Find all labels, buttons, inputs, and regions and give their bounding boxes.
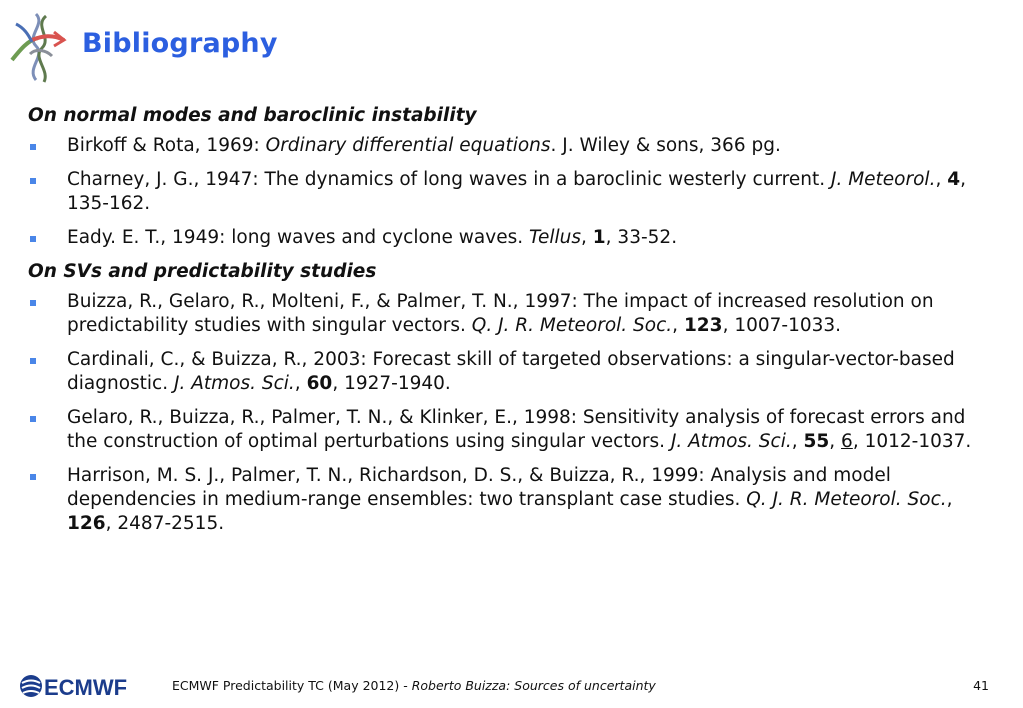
page-number: 41	[973, 678, 989, 693]
ecmwf-logo-icon	[18, 673, 146, 699]
reference-list-normal-modes	[28, 134, 988, 250]
reference-item: Harrison, M. S. J., Palmer, T. N., Richardson, D. S., & Buizza, R., 1999: Analysis and model dependencies in medium-range ensembles: two transplant case studies. Q. J. R. Meteorol. Soc., 126, 2487-2515.	[28, 464, 988, 536]
bullet-icon	[30, 236, 36, 242]
svg-text:ECMWF: ECMWF	[44, 675, 128, 699]
reference-item: Buizza, R., Gelaro, R., Molteni, F., & Palmer, T. N., 1997: The impact of increased resolution on predictability studies with singular vectors. Q. J. R. Meteorol. Soc., 123, 1007-1033.	[28, 290, 988, 338]
bullet-icon	[30, 358, 36, 364]
bullet-icon	[30, 474, 36, 480]
bullet-icon	[30, 144, 36, 150]
reference-item: Gelaro, R., Buizza, R., Palmer, T. N., & Klinker, E., 1998: Sensitivity analysis of forecast errors and the construction of optimal perturbations using singular vectors. J. Atmos. Sci., 55, 6, 1012-1037.	[28, 406, 988, 454]
section-heading-normal-modes: On normal modes and baroclinic instability	[28, 105, 477, 126]
section-heading-svs: On SVs and predictability studies	[28, 261, 377, 282]
reference-list-svs	[28, 290, 988, 536]
reference-item: Eady. E. T., 1949: long waves and cyclone waves. Tellus, 1, 33-52.	[28, 226, 988, 250]
bullet-icon	[30, 300, 36, 306]
reference-item: Cardinali, C., & Buizza, R., 2003: Forecast skill of targeted observations: a singular-vector-based diagnostic. J. Atmos. Sci., 60, 1927-1940.	[28, 348, 988, 396]
bullet-icon	[30, 416, 36, 422]
slide-title: Bibliography	[82, 28, 278, 59]
reference-item: Charney, J. G., 1947: The dynamics of long waves in a baroclinic westerly current. J. Meteorol., 4, 135-162.	[28, 168, 988, 216]
reference-item: Birkoff & Rota, 1969: Ordinary differential equations. J. Wiley & sons, 366 pg.	[28, 134, 988, 158]
footer-caption: ECMWF Predictability TC (May 2012) - Roberto Buizza: Sources of uncertainty	[172, 678, 656, 693]
bibliography-content	[28, 104, 988, 546]
dna-helix-logo-icon	[6, 10, 68, 84]
bullet-icon	[30, 178, 36, 184]
